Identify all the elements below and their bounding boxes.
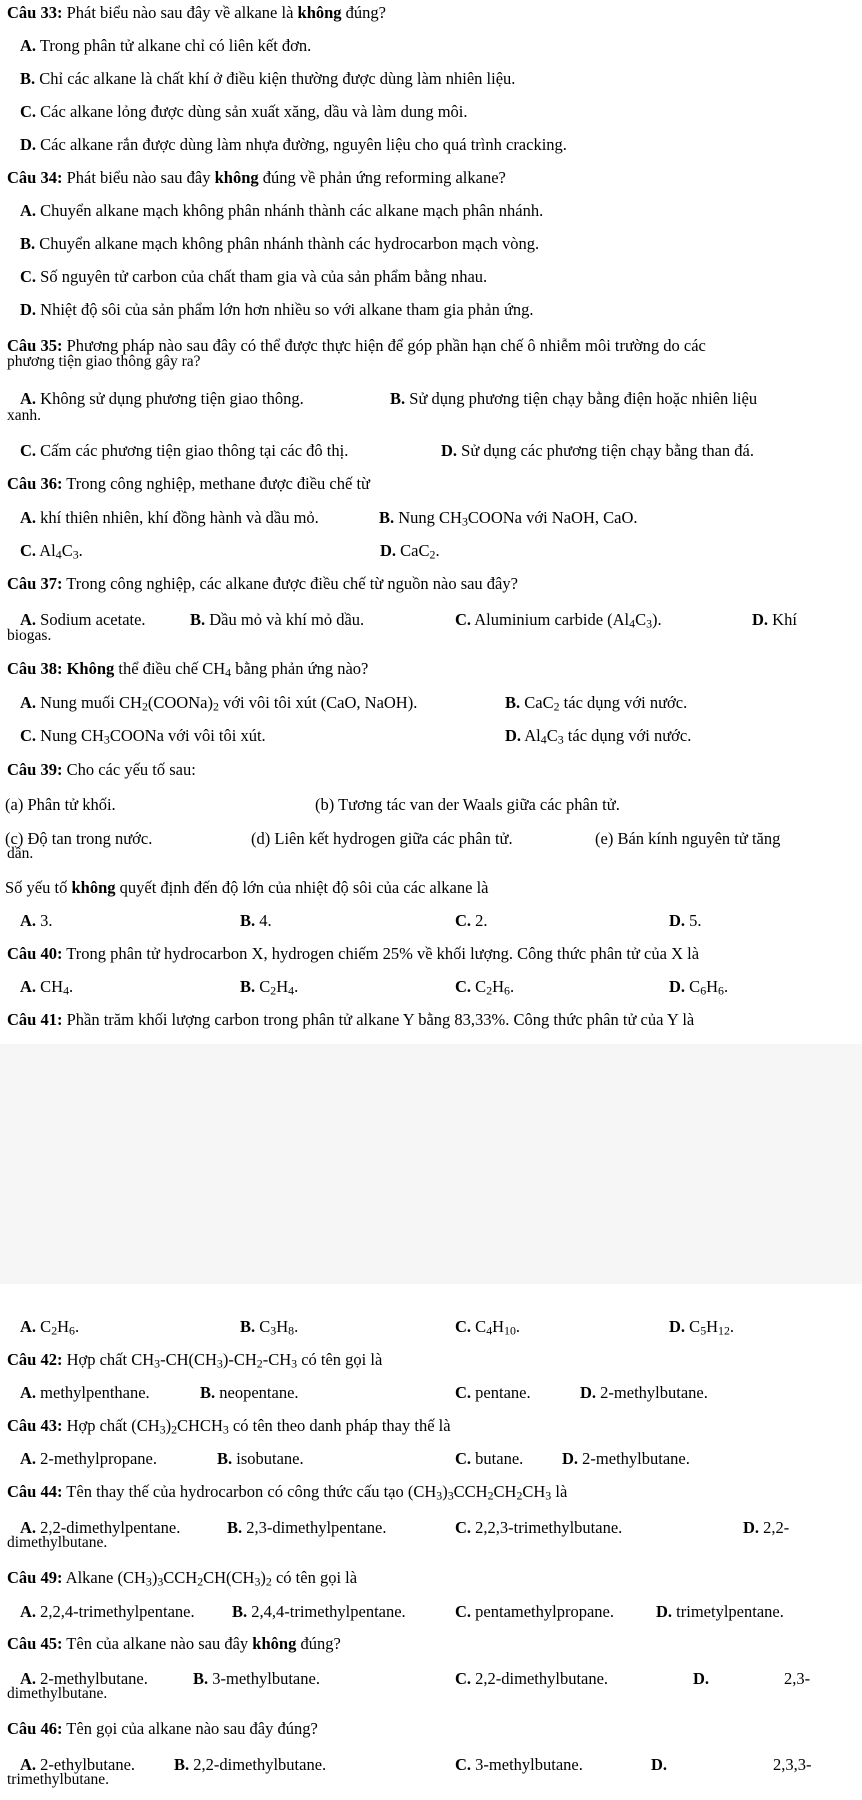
question-44-option-c: C. 2,2,3-trimethylbutane.	[455, 1518, 623, 1537]
question-45-option-d: D.	[693, 1669, 710, 1688]
question-34-option-d: D. Nhiệt độ sôi của sản phẩm lớn hơn nhiều so với alkane tham gia phản ứng.	[20, 300, 534, 319]
question-35-stem: Câu 35: Phương pháp nào sau đây có thể được thực hiện để góp phần hạn chế ô nhiễm môi trường do các	[7, 336, 706, 355]
question-40-option-c: C. $C_2H_6$.	[455, 977, 515, 998]
question-46-option-wrap: trimethylbutane.	[7, 1771, 110, 1788]
question-46-option-c: C. 3-methylbutane.	[455, 1755, 583, 1774]
question-37-option-wrap: biogas.	[7, 627, 52, 644]
question-41-option-b: B. $C_3H_8$.	[240, 1317, 299, 1338]
question-42-option-c: C. pentane.	[455, 1383, 531, 1402]
question-37-option-b: B. Dầu mỏ và khí mỏ dầu.	[190, 610, 365, 629]
question-33-stem: Câu 33: Phát biểu nào sau đây về alkane là không đúng?	[7, 3, 386, 22]
question-42-option-b: B. neopentane.	[200, 1383, 299, 1402]
question-46-option-d: D.	[651, 1755, 668, 1774]
question-39-option-a: A. 3.	[20, 911, 53, 930]
question-35-option-b-wrap: xanh.	[7, 407, 42, 424]
question-38-option-c: C. Nung $CH_3COONa$ với vôi tôi xút.	[20, 726, 266, 747]
question-44-option-d: D. 2,2-	[743, 1518, 790, 1537]
question-35-option-b: B. Sử dụng phương tiện chạy bằng điện hoặc nhiên liệu	[390, 389, 758, 408]
question-39-option-c: C. 2.	[455, 911, 488, 930]
question-37-option-a: A. Sodium acetate.	[20, 610, 146, 629]
question-38-option-d: D. $Al_4C_3$ tác dụng với nước.	[505, 726, 692, 747]
question-38-stem: Câu 38: Không thể điều chế $CH_4$ bằng phản ứng nào?	[7, 659, 369, 680]
question-42-stem: Câu 42: Hợp chất $CH_3-CH(CH_3)-CH_2-CH_3$ có tên gọi là	[7, 1350, 383, 1371]
question-45-option-b: B. 3-methylbutane.	[193, 1669, 320, 1688]
question-43-stem: Câu 43: Hợp chất $(CH_3)_2CHCH_3$ có tên theo danh pháp thay thế là	[7, 1416, 451, 1437]
question-45-option-d-tail: 2,3-	[784, 1669, 811, 1688]
question-34-option-a: A. Chuyển alkane mạch không phân nhánh thành các alkane mạch phân nhánh.	[20, 201, 544, 220]
question-33-option-d: D. Các alkane rắn được dùng làm nhựa đường, nguyên liệu cho quá trình cracking.	[20, 135, 567, 154]
question-49-option-a: A. 2,2,4-trimethylpentane.	[20, 1602, 195, 1621]
question-42-option-d: D. 2-methylbutane.	[580, 1383, 708, 1402]
question-41-option-d: D. $C_5H_{12}$.	[669, 1317, 735, 1338]
question-46-option-d-tail: 2,3,3-	[773, 1755, 812, 1774]
question-42-option-a: A. methylpenthane.	[20, 1383, 150, 1402]
question-44-option-a: A. 2,2-dimethylpentane.	[20, 1518, 181, 1537]
question-40-option-b: B. $C_2H_4$.	[240, 977, 299, 998]
question-34-option-c: C. Số nguyên tử carbon của chất tham gia và của sản phẩm bằng nhau.	[20, 267, 488, 286]
question-36-option-b: B. Nung $CH_3COONa$ với NaOH, CaO.	[379, 508, 638, 529]
question-46-option-b: B. 2,2-dimethylbutane.	[174, 1755, 327, 1774]
question-38-option-b: B. CaC$_2$ tác dụng với nước.	[505, 693, 688, 714]
question-43-option-b: B. isobutane.	[217, 1449, 304, 1468]
question-35-stem-wrap: phương tiện giao thông gây ra?	[7, 353, 201, 370]
question-40-option-d: D. $C_6H_6$.	[669, 977, 729, 998]
question-39-factor-d: (d) Liên kết hydrogen giữa các phân tử.	[251, 829, 513, 848]
question-37-option-d: D. Khí	[752, 610, 797, 629]
question-40-stem: Câu 40: Trong phân tử hydrocarbon X, hydrogen chiếm 25% về khối lượng. Công thức phân tử của X là	[7, 944, 700, 963]
question-34-option-b: B. Chuyển alkane mạch không phân nhánh thành các hydrocarbon mạch vòng.	[20, 234, 540, 253]
question-46-stem: Câu 46: Tên gọi của alkane nào sau đây đúng?	[7, 1719, 318, 1738]
question-34-stem: Câu 34: Phát biểu nào sau đây không đúng về phản ứng reforming alkane?	[7, 168, 506, 187]
question-39-option-b: B. 4.	[240, 911, 272, 930]
question-43-option-a: A. 2-methylpropane.	[20, 1449, 158, 1468]
question-41-stem: Câu 41: Phần trăm khối lượng carbon trong phân tử alkane Y bằng 83,33%. Công thức phân tử của Y là	[7, 1010, 695, 1029]
question-37-option-c: C. Aluminium carbide $(Al_4C_3)$.	[455, 610, 662, 631]
question-41-option-c: C. $C_4H_{10}$.	[455, 1317, 521, 1338]
question-45-option-a: A. 2-methylbutane.	[20, 1669, 148, 1688]
question-44-option-wrap: dimethylbutane.	[7, 1534, 108, 1551]
question-35-option-a: A. Không sử dụng phương tiện giao thông.	[20, 389, 304, 408]
question-35-option-c: C. Cấm các phương tiện giao thông tại các đô thị.	[20, 441, 349, 460]
question-44-stem: Câu 44: Tên thay thế của hydrocarbon có công thức cấu tạo $(CH_3)_3CCH_2CH_2CH_3$ là	[7, 1482, 568, 1503]
question-39-option-d: D. 5.	[669, 911, 702, 930]
question-44-option-b: B. 2,3-dimethylpentane.	[227, 1518, 387, 1537]
question-49-stem: Câu 49: Alkane $(CH_3)_3CCH_2CH(CH_3)_2$ có tên gọi là	[7, 1568, 358, 1589]
question-49-option-c: C. pentamethylpropane.	[455, 1602, 614, 1621]
question-45-option-c: C. 2,2-dimethylbutane.	[455, 1669, 609, 1688]
question-36-stem: Câu 36: Trong công nghiệp, methane được điều chế từ	[7, 474, 370, 493]
question-39-factor-b: (b) Tương tác van der Waals giữa các phân tử.	[315, 795, 620, 814]
question-38-option-a: A. Nung muối $CH_2(COONa)_2$ với vôi tôi xút (CaO, NaOH).	[20, 693, 418, 714]
question-35-option-d: D. Sử dụng các phương tiện chạy bằng than đá.	[441, 441, 754, 460]
question-39-factor-c: (c) Độ tan trong nước.	[5, 829, 153, 848]
question-45-stem: Câu 45: Tên của alkane nào sau đây không đúng?	[7, 1634, 341, 1653]
question-39-factor-e: (e) Bán kính nguyên tử tăng	[595, 829, 781, 848]
question-36-option-d: D. CaC$_2$.	[380, 541, 440, 562]
question-36-option-a: A. khí thiên nhiên, khí đồng hành và dầu mỏ.	[20, 508, 319, 527]
question-49-option-b: B. 2,4,4-trimethylpentane.	[232, 1602, 406, 1621]
question-46-option-a: A. 2-ethylbutane.	[20, 1755, 136, 1774]
question-39-question: Số yếu tố không quyết định đến độ lớn của nhiệt độ sôi của các alkane là	[5, 878, 489, 897]
question-33-option-b: B. Chỉ các alkane là chất khí ở điều kiện thường được dùng làm nhiên liệu.	[20, 69, 516, 88]
question-36-option-c: C. $Al_4C_3$.	[20, 541, 83, 562]
page-gap	[0, 1044, 862, 1284]
question-40-option-a: A. $CH_4$.	[20, 977, 74, 998]
question-37-stem: Câu 37: Trong công nghiệp, các alkane được điều chế từ nguồn nào sau đây?	[7, 574, 518, 593]
question-49-option-d: D. trimetylpentane.	[656, 1602, 784, 1621]
question-39-factor-wrap: dần.	[7, 845, 34, 862]
question-33-option-c: C. Các alkane lỏng được dùng sản xuất xăng, dầu và làm dung môi.	[20, 102, 468, 121]
question-41-option-a: A. $C_2H_6$.	[20, 1317, 80, 1338]
question-33-option-a: A. Trong phân tử alkane chỉ có liên kết đơn.	[20, 36, 312, 55]
question-43-option-d: D. 2-methylbutane.	[562, 1449, 690, 1468]
question-45-option-wrap: dimethylbutane.	[7, 1685, 108, 1702]
question-39-factor-a: (a) Phân tử khối.	[5, 795, 116, 814]
question-43-option-c: C. butane.	[455, 1449, 524, 1468]
question-39-stem: Câu 39: Cho các yếu tố sau:	[7, 760, 196, 779]
